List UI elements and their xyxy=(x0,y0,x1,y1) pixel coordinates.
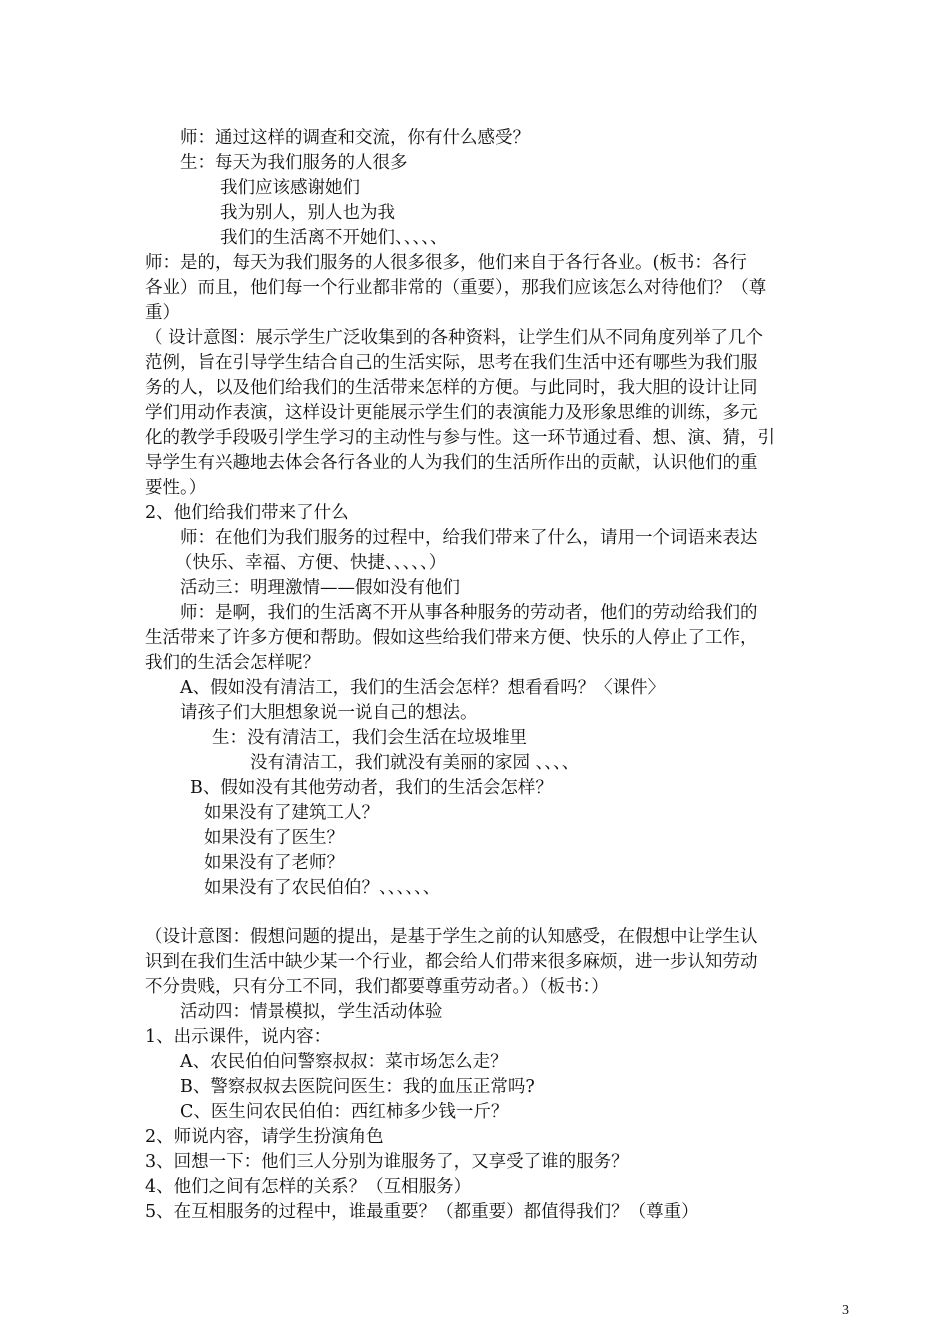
text-line: 1、出示课件，说内容： xyxy=(145,1027,332,1047)
text-line: 2、他们给我们带来了什么 xyxy=(145,503,349,523)
text-line: 范例，旨在引导学生结合自己的生活实际，思考在我们生活中还有哪些为我们服 xyxy=(145,353,758,373)
text-line: 我为别人，别人也为我 xyxy=(220,203,395,223)
text-line: （设计意图：假想问题的提出，是基于学生之前的认知感受，在假想中让学生认 xyxy=(145,927,758,947)
text-line: A、农民伯伯问警察叔叔：菜市场怎么走？ xyxy=(180,1052,508,1072)
text-line: B、警察叔叔去医院问医生：我的血压正常吗? xyxy=(180,1077,535,1097)
text-line: 请孩子们大胆想象说一说自己的想法。 xyxy=(180,703,478,723)
text-line: （快乐、幸福、方便、快捷、、、、、） xyxy=(175,553,447,573)
text-line: 各业）而且，他们每一个行业都非常的（重要），那我们应该怎么对待他们？（尊 xyxy=(145,278,767,298)
text-line: 识到在我们生活中缺少某一个行业，都会给人们带来很多麻烦，进一步认知劳动 xyxy=(145,952,758,972)
text-line: 5、在互相服务的过程中，谁最重要？（都重要）都值得我们？（尊重） xyxy=(145,1202,699,1222)
text-line: 生：每天为我们服务的人很多 xyxy=(180,153,408,173)
text-line: 活动三：明理激情——假如没有他们 xyxy=(180,578,460,598)
text-line: 我们的生活离不开她们、、、、、 xyxy=(220,228,448,248)
text-line: 没有清洁工，我们就没有美丽的家园 、、、、 xyxy=(250,753,580,773)
text-line: 我们应该感谢她们 xyxy=(220,178,360,198)
text-line: （ 设计意图：展示学生广泛收集到的各种资料，让学生们从不同角度列举了几个 xyxy=(145,328,764,348)
text-line: 师：在他们为我们服务的过程中，给我们带来了什么，请用一个词语来表达 xyxy=(180,528,758,548)
text-line: B、假如没有其他劳动者，我们的生活会怎样？ xyxy=(190,778,553,798)
text-line: 如果没有了医生？ xyxy=(204,828,344,848)
text-line: 导学生有兴趣地去体会各行各业的人为我们的生活所作出的贡献，认识他们的重 xyxy=(145,453,758,473)
page-number: 3 xyxy=(842,1303,849,1318)
text-line: 务的人，以及他们给我们的生活带来怎样的方便。与此同时，我大胆的设计让同 xyxy=(145,378,758,398)
text-line: C、医生问农民伯伯：西红柿多少钱一斤？ xyxy=(180,1102,509,1122)
text-line: A、假如没有清洁工，我们的生活会怎样？想看看吗？〈课件〉 xyxy=(180,678,666,698)
text-line: 化的教学手段吸引学生学习的主动性与参与性。这一环节通过看、想、演、猜，引 xyxy=(145,428,775,448)
text-line: 4、他们之间有怎样的关系？（互相服务） xyxy=(145,1177,472,1197)
text-line: 2、师说内容，请学生扮演角色 xyxy=(145,1127,384,1147)
text-line: 生：没有清洁工，我们会生活在垃圾堆里 xyxy=(212,728,527,748)
text-line: 活动四：情景模拟，学生活动体验 xyxy=(180,1002,443,1022)
text-line: 重） xyxy=(145,303,180,323)
text-line: 生活带来了许多方便和帮助。假如这些给我们带来方便、快乐的人停止了工作， xyxy=(145,628,758,648)
text-line: 3、回想一下：他们三人分别为谁服务了，又享受了谁的服务？ xyxy=(145,1152,629,1172)
text-line: 不分贵贱，只有分工不同，我们都要尊重劳动者。）（板书：） xyxy=(145,977,609,997)
text-line: 我们的生活会怎样呢？ xyxy=(145,653,320,673)
text-line: 师：是啊，我们的生活离不开从事各种服务的劳动者，他们的劳动给我们的 xyxy=(180,603,758,623)
text-line: 师：是的，每天为我们服务的人很多很多，他们来自于各行各业。(板书：各行 xyxy=(145,253,747,273)
text-line: 如果没有了老师？ xyxy=(204,853,344,873)
text-line: 要性。） xyxy=(145,478,207,498)
text-line: 学们用动作表演，这样设计更能展示学生们的表演能力及形象思维的训练，多元 xyxy=(145,403,758,423)
text-line: 如果没有了建筑工人？ xyxy=(204,803,379,823)
text-line: 如果没有了农民伯伯？、、、、、、 xyxy=(204,878,441,898)
text-line: 师：通过这样的调查和交流，你有什么感受？ xyxy=(180,128,530,148)
